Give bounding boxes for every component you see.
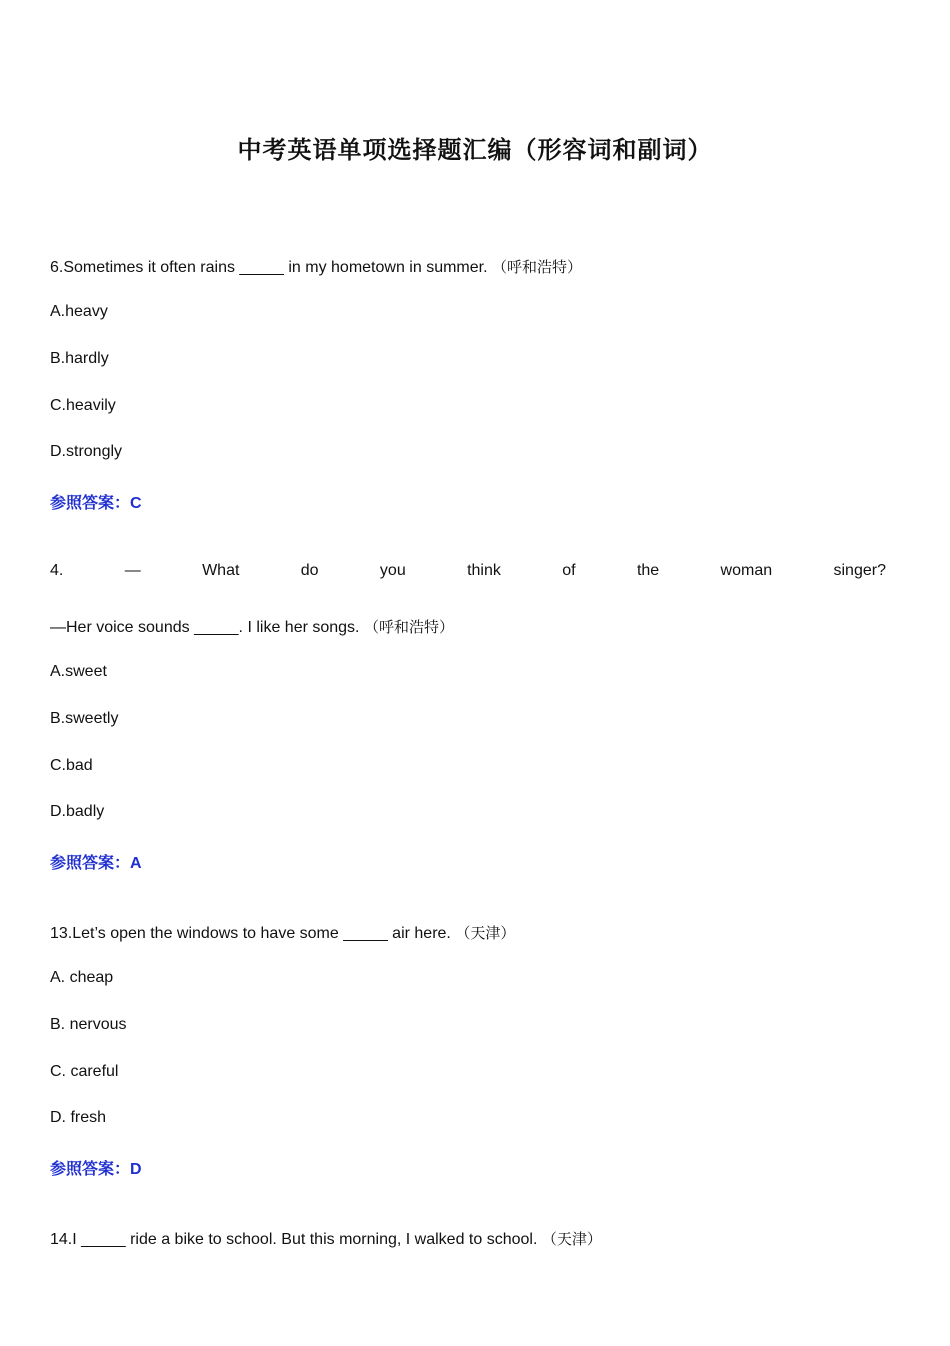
option-a: A. cheap — [50, 969, 114, 986]
question-stem-line2 — [50, 616, 454, 637]
stem-word: do — [300, 562, 319, 579]
question-stem-justified — [50, 562, 886, 580]
option-b: B.hardly — [50, 350, 109, 367]
stem-word: you — [379, 562, 406, 579]
stem-word: the — [636, 562, 660, 579]
stem-word: — — [124, 562, 141, 579]
option-c: C.bad — [50, 757, 93, 774]
question-source: （天津） — [455, 924, 516, 942]
question-source: （呼和浩特） — [491, 258, 582, 276]
question-text: 6.Sometimes it often rains _____ in my hometown in summer. — [50, 259, 488, 276]
option-b: B.sweetly — [50, 710, 119, 727]
question-stem — [50, 1228, 602, 1249]
page-title: 中考英语单项选择题汇编（形容词和副词） — [237, 135, 713, 164]
answer-key: 参照答案：A — [50, 855, 142, 872]
stem-word: What — [202, 562, 240, 579]
option-b: B. nervous — [50, 1016, 127, 1033]
option-d: D.badly — [50, 803, 105, 820]
question-stem — [50, 922, 515, 943]
option-d: D.strongly — [50, 443, 123, 460]
question-source: （呼和浩特） — [363, 618, 454, 636]
answer-key: 参照答案：C — [50, 495, 142, 512]
answer-key: 参照答案：D — [50, 1161, 142, 1178]
option-a: A.sweet — [50, 663, 107, 680]
question-source: （天津） — [541, 1230, 602, 1248]
option-d: D. fresh — [50, 1109, 107, 1126]
stem-word: woman — [720, 562, 773, 579]
option-a: A.heavy — [50, 303, 108, 320]
question-text: 13.Let’s open the windows to have some _____ air here. — [50, 925, 451, 942]
option-c: C. careful — [50, 1063, 119, 1080]
stem-word: of — [562, 562, 576, 579]
question-text: —Her voice sounds _____. I like her songs. — [50, 619, 360, 636]
stem-word: 4. — [50, 562, 64, 579]
stem-word: singer? — [833, 562, 886, 579]
question-stem — [50, 256, 582, 277]
question-text: 14.I _____ ride a bike to school. But this morning, I walked to school. — [50, 1231, 538, 1248]
option-c: C.heavily — [50, 397, 116, 414]
stem-word: think — [467, 562, 501, 579]
